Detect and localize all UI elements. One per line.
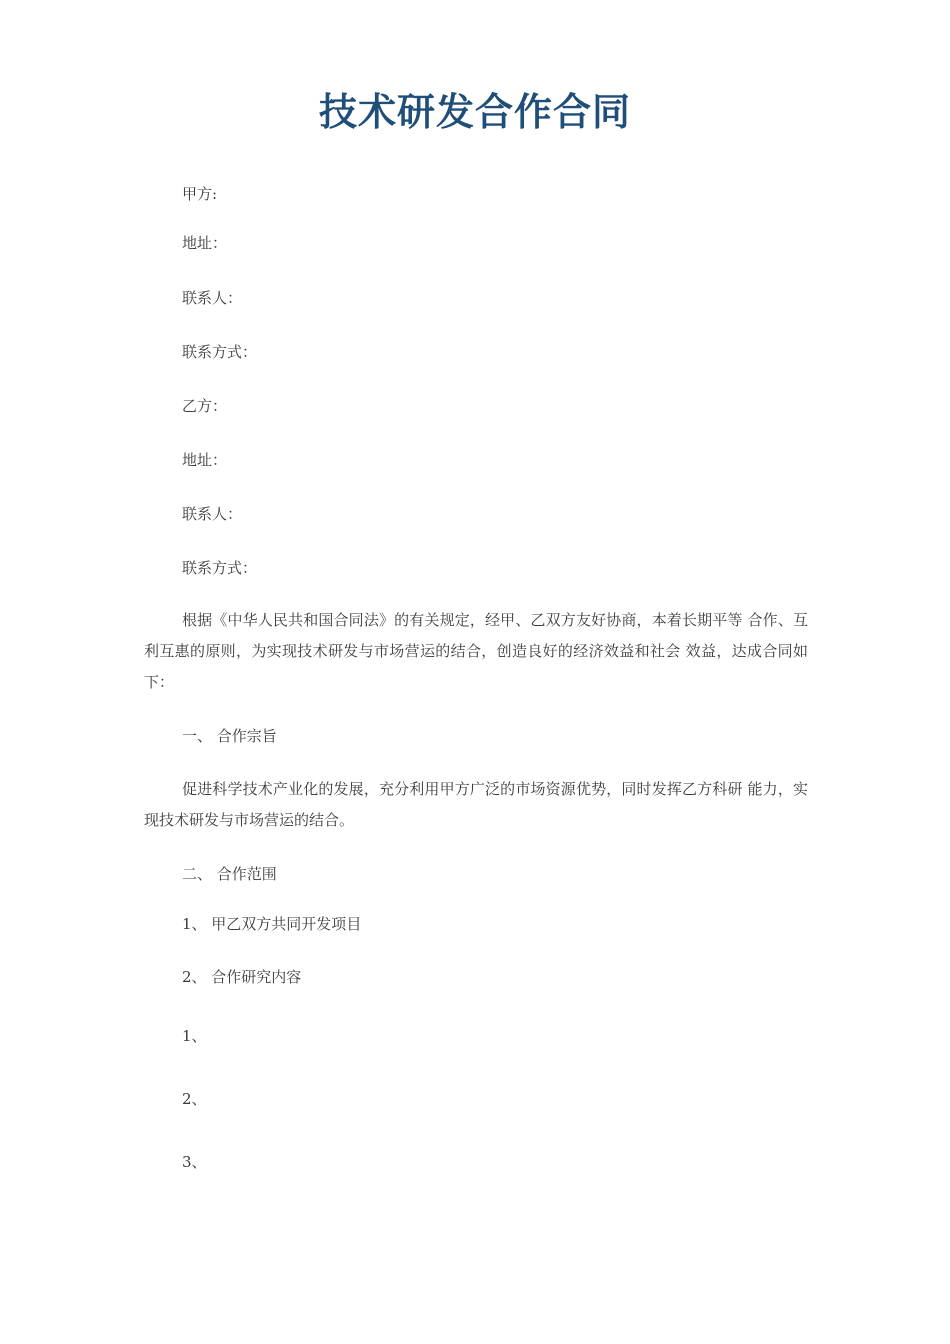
document-title: 技术研发合作合同: [318, 90, 631, 134]
party-a-phone: 联系方式：: [182, 343, 258, 361]
section-1-heading: 一、 合作宗旨: [182, 727, 277, 745]
party-a-label: 甲方:: [182, 185, 218, 203]
section-2-subitem-3: 3、: [182, 1153, 207, 1171]
section-1-body: 促进科学技术产业化的发展，充分利用甲方广泛的市场资源优势，同时发挥乙方科研 能力，实现技术研发与市场营运的结合。: [144, 780, 808, 829]
section-2-subitem-2: 2、: [182, 1090, 207, 1108]
preamble-paragraph: 根据《中华人民共和国合同法》的有关规定，经甲、乙双方友好协商，本着长期平等 合作、互利互惠的原则，为实现技术研发与市场营运的结合，创造良好的经济效益和社会 效益，达成合同如下：: [144, 611, 808, 691]
section-2-item-2: 2、 合作研究内容: [182, 968, 302, 986]
party-b-phone: 联系方式：: [182, 559, 258, 577]
section-2-heading: 二、 合作范围: [182, 865, 277, 883]
party-a-address: 地址：: [182, 234, 228, 252]
party-b-contact: 联系人：: [182, 505, 243, 523]
party-b-address: 地址：: [182, 451, 228, 469]
party-b-label: 乙方：: [182, 397, 228, 415]
section-2-item-1: 1、 甲乙双方共同开发项目: [182, 915, 362, 933]
party-a-contact: 联系人：: [182, 289, 243, 307]
section-2-subitem-1: 1、: [182, 1027, 207, 1045]
